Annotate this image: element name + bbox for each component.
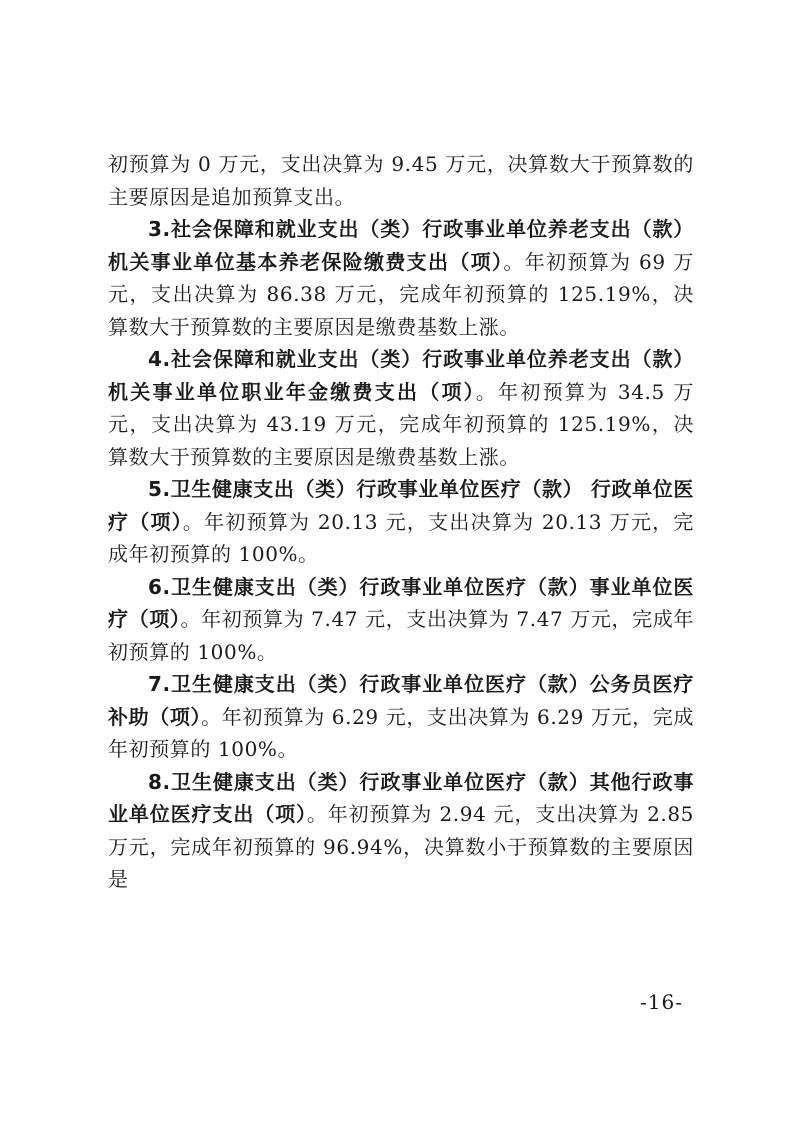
page-number: -16-: [640, 990, 683, 1014]
paragraph-item-7: [108, 668, 694, 766]
paragraph-item-3: [108, 213, 694, 343]
paragraph-item-8: [108, 766, 694, 896]
paragraph-body: 。年初预算为 6.29 元，支出决算为 6.29 万元，完成年初预算的 100%。: [108, 704, 695, 761]
paragraph-heading: 8.卫生健康支出（类）行政事业单位医疗（款）其他行政事业单位医疗支出（项）: [108, 769, 694, 826]
paragraph-item-6: [108, 571, 694, 669]
paragraph-heading: 5.卫生健康支出（类）行政事业单位医疗（款） 行政单位医疗（项）: [108, 477, 694, 534]
paragraph-heading: 3.社会保障和就业支出（类）行政事业单位养老支出（款）机关事业单位基本养老保险缴费支出（项）: [108, 217, 694, 274]
paragraph-body: 。年初预算为 2.94 元，支出决算为 2.85 万元，完成年初预算的 96.94%，决算数小于预算数的主要原因是: [108, 802, 694, 891]
paragraph-heading: 7.卫生健康支出（类）行政事业单位医疗（款）公务员医疗补助（项）: [108, 672, 694, 729]
paragraph-item-5: [108, 473, 694, 571]
paragraph-heading: 6.卫生健康支出（类）行政事业单位医疗（款）事业单位医疗（项）: [108, 574, 694, 631]
paragraph-body: 初预算为 0 万元，支出决算为 9.45 万元，决算数大于预算数的主要原因是追加预算支出。: [108, 152, 694, 209]
paragraph-body: 。年初预算为 69 万元，支出决算为 86.38 万元，完成年初预算的 125.19%，决算数大于预算数的主要原因是缴费基数上涨。: [108, 249, 694, 339]
paragraph-body: 。年初预算为 20.13 元，支出决算为 20.13 万元，完成年初预算的 100%。: [108, 509, 695, 566]
paragraph-heading: 4.社会保障和就业支出（类）行政事业单位养老支出（款）机关事业单位职业年金缴费支出（项）: [108, 347, 694, 404]
paragraph-item-4: [108, 343, 694, 473]
paragraph-body: 。年初预算为 34.5 万元，支出决算为 43.19 万元，完成年初预算的 125.19%，决算数大于预算数的主要原因是缴费基数上涨。: [108, 379, 695, 469]
paragraph-body: 。年初预算为 7.47 元，支出决算为 7.47 万元，完成年初预算的 100%。: [108, 607, 694, 664]
paragraph-continuation: [108, 148, 694, 213]
document-page: [108, 148, 694, 896]
